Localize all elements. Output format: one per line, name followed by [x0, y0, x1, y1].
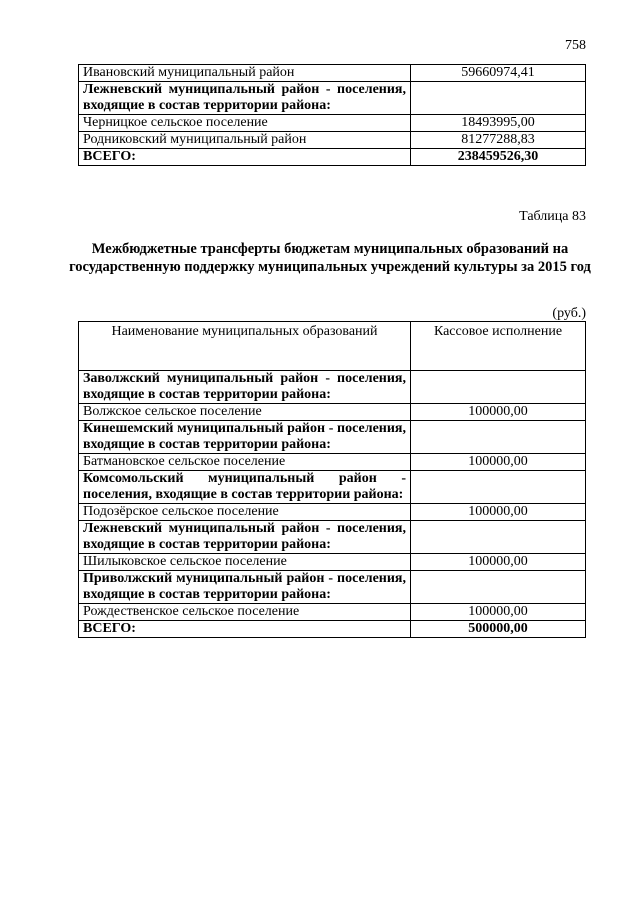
table-row [79, 115, 586, 132]
row-name: Волжское сельское поселение [79, 404, 411, 421]
group-row [79, 371, 586, 404]
table-header-row [79, 322, 586, 371]
row-name: Кинешемский муниципальный район - поселения, входящие в состав территории района: [79, 421, 411, 454]
table-row [79, 454, 586, 471]
table-row [79, 404, 586, 421]
table-label: Таблица 83 [519, 209, 586, 224]
total-row [79, 149, 586, 166]
row-name: Приволжский муниципальный район - поселения, входящие в состав территории района: [79, 571, 411, 604]
row-name: Комсомольский муниципальный район - поселения, входящие в состав территории района: [79, 471, 411, 504]
row-value: 100000,00 [411, 404, 586, 421]
row-name: Подозёрское сельское поселение [79, 504, 411, 521]
table-row [79, 504, 586, 521]
row-value: 100000,00 [411, 604, 586, 621]
row-name: Заволжский муниципальный район - поселения, входящие в состав территории района: [79, 371, 411, 404]
row-value: 500000,00 [411, 621, 586, 638]
row-value: 100000,00 [411, 504, 586, 521]
table-main-body [79, 322, 586, 638]
header-name: Наименование муниципальных образований [79, 322, 411, 371]
group-row [79, 471, 586, 504]
group-row [79, 421, 586, 454]
row-name: Рождественское сельское поселение [79, 604, 411, 621]
table-row [79, 132, 586, 149]
page-title: Межбюджетные трансферты бюджетам муниципальных образований на государственную поддержку муниципальных учреждений культуры за 2015 год [69, 241, 591, 275]
group-row [79, 82, 586, 115]
units-label: (руб.) [552, 306, 586, 321]
row-name: Ивановский муниципальный район [79, 65, 411, 82]
total-row [79, 621, 586, 638]
row-value: 18493995,00 [411, 115, 586, 132]
row-name: Батмановское сельское поселение [79, 454, 411, 471]
table-top [78, 64, 586, 166]
row-value [411, 521, 586, 554]
row-value: 81277288,83 [411, 132, 586, 149]
header-value: Кассовое исполнение [411, 322, 586, 371]
table-top-body [79, 65, 586, 166]
row-value [411, 371, 586, 404]
table-main [78, 321, 586, 638]
group-row [79, 521, 586, 554]
row-value: 59660974,41 [411, 65, 586, 82]
group-row [79, 571, 586, 604]
row-value: 100000,00 [411, 454, 586, 471]
row-value [411, 421, 586, 454]
row-value [411, 571, 586, 604]
row-name: ВСЕГО: [79, 621, 411, 638]
page-number: 758 [565, 38, 586, 53]
row-value [411, 82, 586, 115]
row-value [411, 471, 586, 504]
row-name: ВСЕГО: [79, 149, 411, 166]
row-name: Лежневский муниципальный район - поселения, входящие в состав территории района: [79, 521, 411, 554]
table-row [79, 554, 586, 571]
table-row [79, 604, 586, 621]
row-name: Шилыковское сельское поселение [79, 554, 411, 571]
row-name: Родниковский муниципальный район [79, 132, 411, 149]
row-value: 238459526,30 [411, 149, 586, 166]
row-name: Черницкое сельское поселение [79, 115, 411, 132]
row-name: Лежневский муниципальный район - поселения, входящие в состав территории района: [79, 82, 411, 115]
table-row [79, 65, 586, 82]
row-value: 100000,00 [411, 554, 586, 571]
